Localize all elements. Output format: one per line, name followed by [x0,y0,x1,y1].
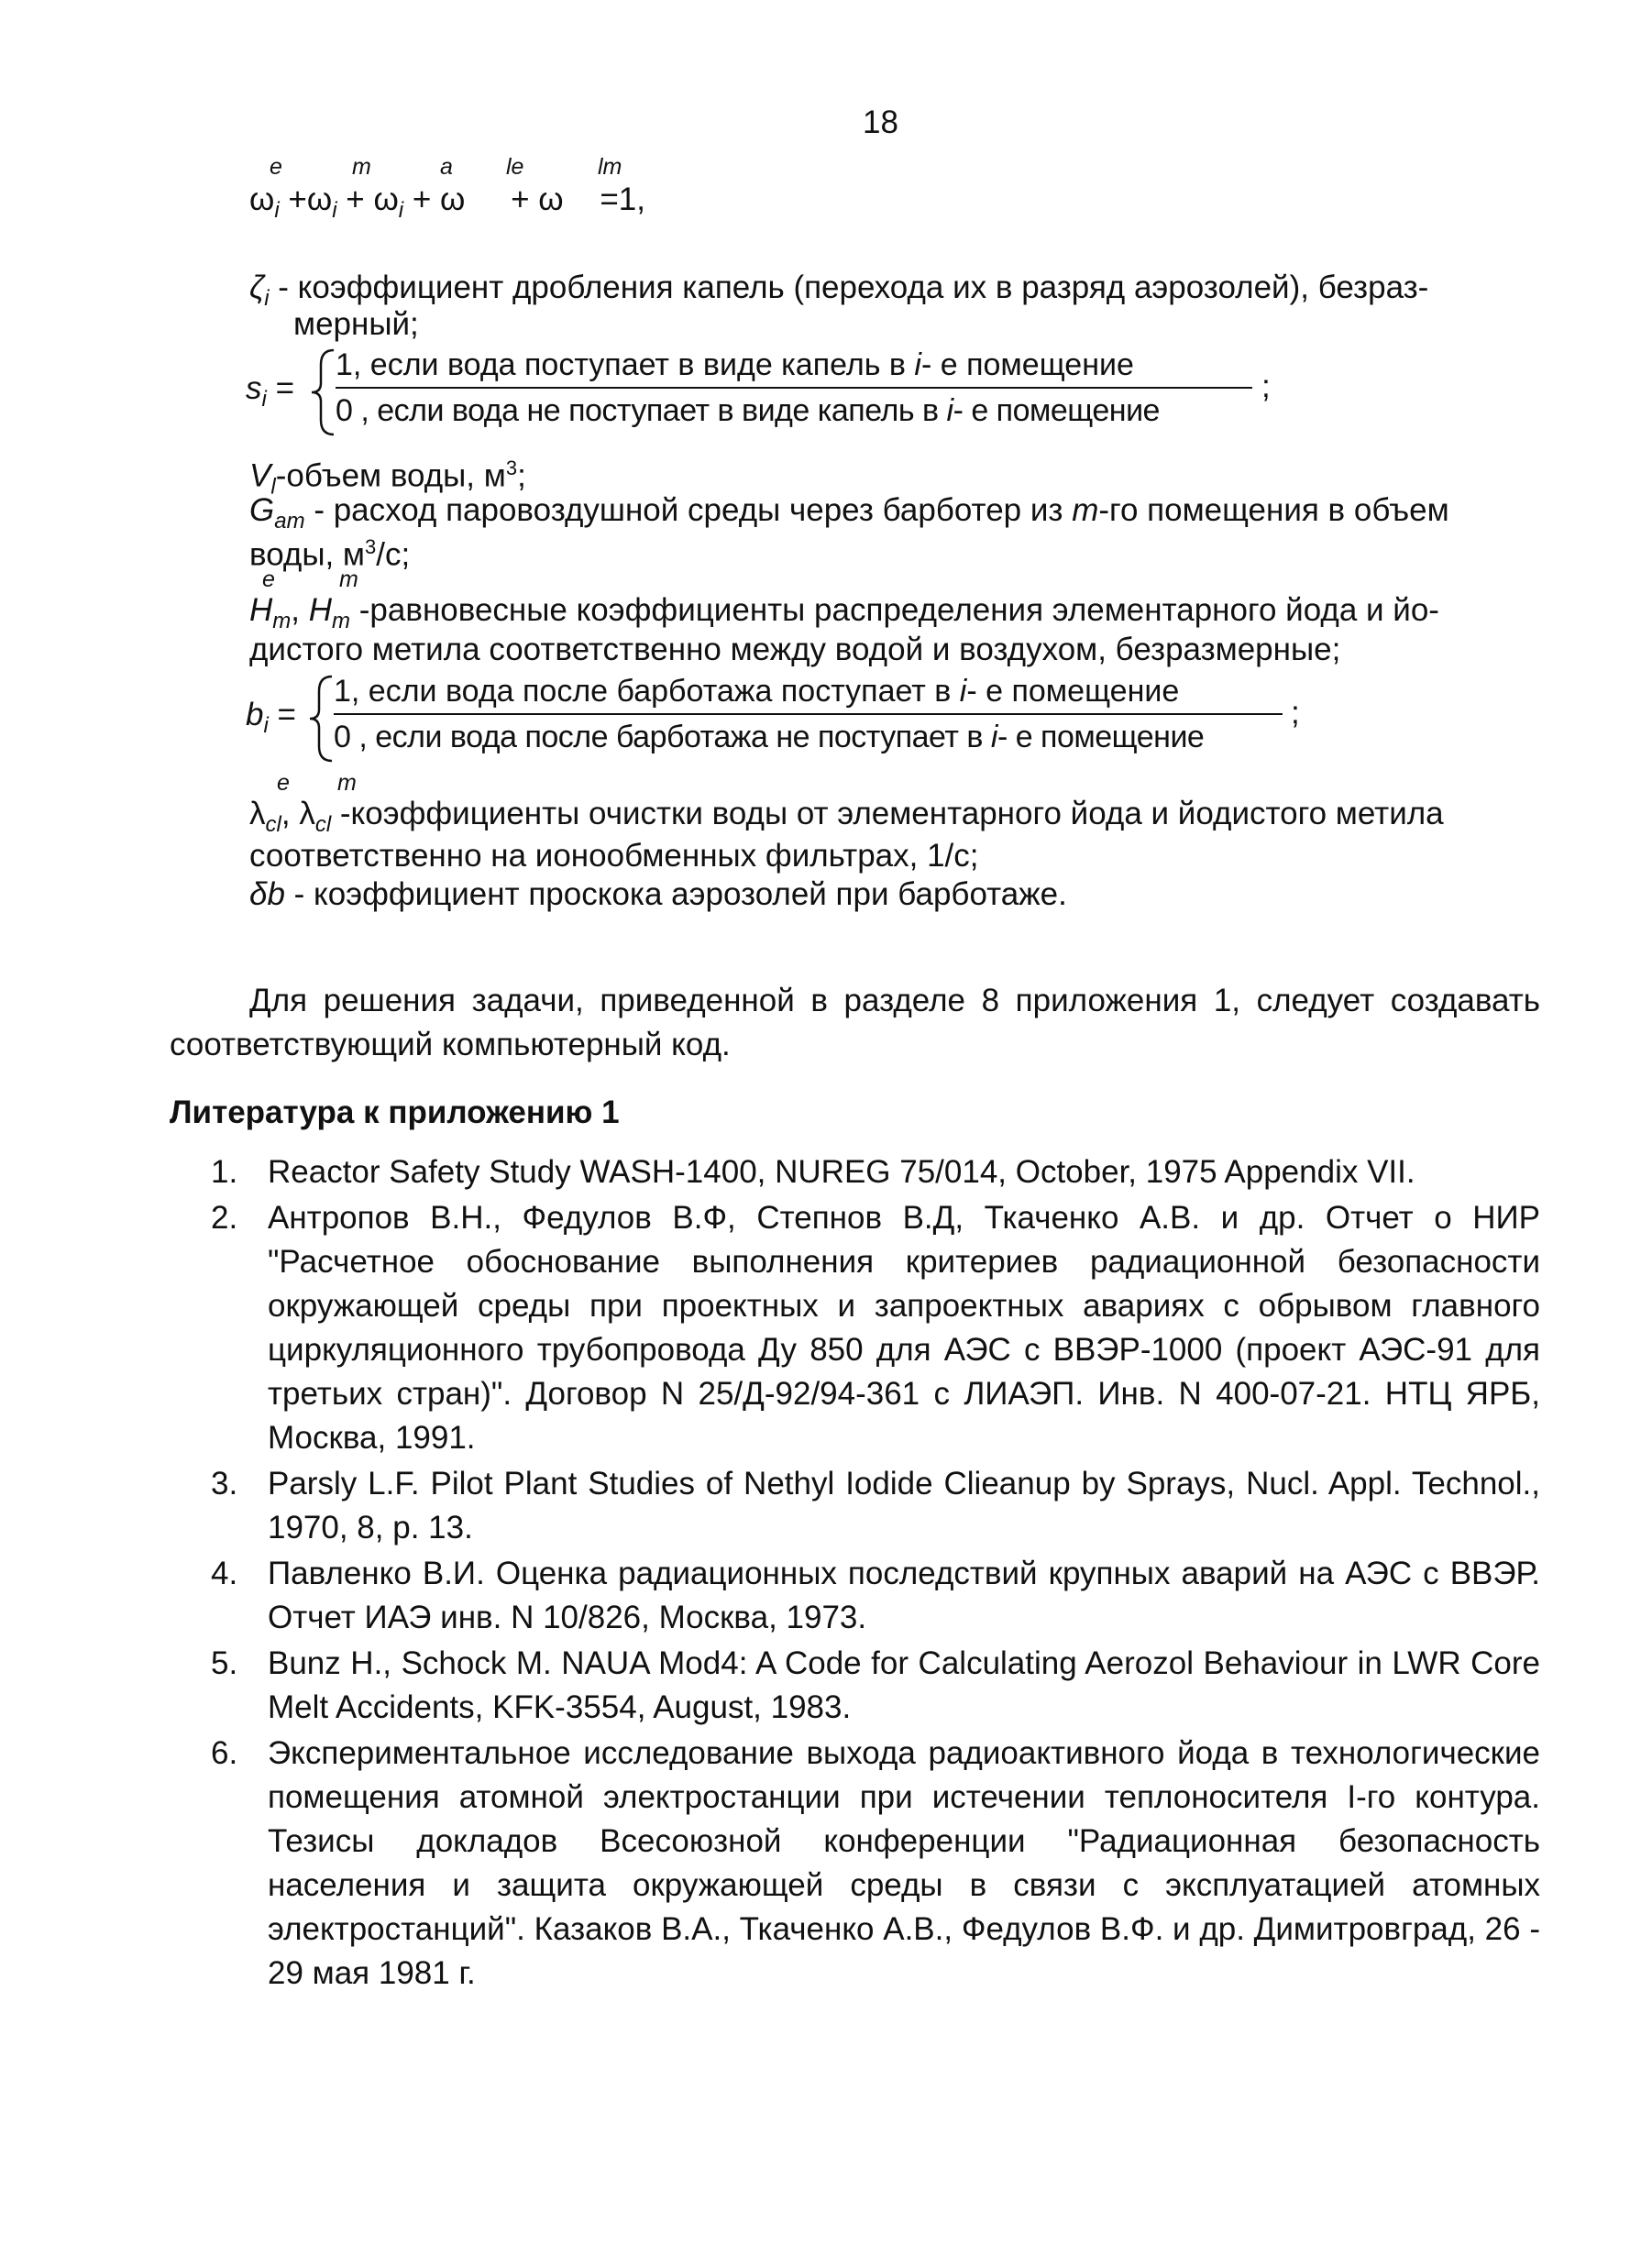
zeta-definition-cont: мерный; [293,306,419,342]
b-case-1: 1, если вода после барботажа поступает в i- е помещение [334,674,1180,709]
b-fraction-line [334,713,1283,715]
omega-sup-m: m [352,154,371,180]
body-paragraph: Для решения задачи, приведенной в разделе 8 приложения 1, следует создавать соответствующий компьютерный код. [170,983,1540,1062]
omega-sup-lm: lm [598,154,622,180]
b-lhs: $b_i$ = [246,697,296,738]
g-definition-cont: воды, $м^3/с$; [249,535,411,573]
references-heading: Литература к приложению 1 [170,1094,620,1130]
zeta-definition: $\zeta_i$ - коэффициент дробления капель (перехода их в разряд аэрозолей), безраз- [249,270,1429,311]
b-brace [308,675,336,763]
h-definition: e m $H_m$, $H_m$ -равновесные коэффициенты распределения элементарного йода и йо- [249,566,1439,633]
s-formula [246,341,1437,442]
omega-sup-e: e [270,154,282,180]
g-definition: $G_{am}$ - расход паровоздушной среды через барботер из m-го помещения в объем [249,492,1449,534]
lambda-definition: e m $\lambda_{cl}$, $\lambda_{cl}$ -коэффициенты очистки воды от элементарного йода и йодистого метила [249,770,1444,837]
b-case-0: 0 , если вода после барботажа не поступает в i- е помещение [334,720,1205,754]
omega-sup-le: le [506,154,524,180]
delta-definition: δb - коэффициент проскока аэрозолей при барботаже. [249,876,1067,912]
page-number: 18 [863,104,898,140]
reference-item: 2. Антропов В.Н., Федулов В.Ф, Степнов В.Д, Ткаченко А.В. и др. Отчет о НИР "Расчетное обоснование выполнения критериев радиационной безопасности окружающей среды при проектных и запроектных авариях с обрывом главного циркуляционного трубопровода Ду 850 для АЭС с ВВЭР-1000 (проект АЭС-91 для третьих стран)". Договор N 25/Д-92/94-361 с ЛИАЭП. Инв. N 400-07-21. НТЦ ЯРБ, Москва, 1991. [211,1200,1540,1456]
omega-line: $\omega_i +\omega_i + \omega_i + \omega + \omega =1$, [249,182,645,223]
reference-item: 1. Reactor Safety Study WASH-1400, NUREG 75/014, October, 1975 Appendix VII. [211,1154,1415,1190]
s-case-1: 1, если вода поступает в виде капель в i- е помещение [336,347,1134,382]
omega-sup-a: a [440,154,453,180]
s-brace [310,348,337,436]
b-formula [246,667,1437,768]
s-case-0: 0 , если вода не поступает в виде капель в i- е помещение [336,393,1160,428]
reference-item: 6. Экспериментальное исследование выхода радиоактивного йода в технологические помещения атомной электростанции при истечении теплоносителя I-го контура. Тезисы докладов Всесоюзной конференции "Радиационная безопасность населения и защита окружающей среды в связи с эксплуатацией атомных электростанций". Казаков В.А., Ткаченко А.В., Федулов В.Ф. и др. Димитровград, 26 - 29 мая 1981 г. [211,1735,1540,1991]
s-end: ; [1261,368,1271,404]
s-fraction-line [336,387,1252,389]
v-definition: $V_l$-объем воды, $м^3$; [249,456,526,500]
h-definition-cont: дистого метила соответственно между водой и воздухом, безразмерные; [249,632,1341,667]
reference-list [211,1150,1540,1997]
b-end: ; [1291,695,1300,731]
reference-item: 5. Bunz H., Schock M. NAUA Mod4: A Code for Calculating Aerozol Behaviour in LWR Core Melt Accidents, KFK-3554, August, 1983. [211,1645,1540,1725]
s-lhs: $s_i$ = [246,370,295,412]
omega-formula [249,156,726,229]
reference-item: 4. Павленко В.И. Оценка радиационных последствий крупных аварий на АЭС с ВВЭР. Отчет ИАЭ инв. N 10/826, Москва, 1973. [211,1556,1540,1635]
lambda-definition-cont: соответственно на ионообменных фильтрах, 1/с; [249,838,979,874]
reference-item: 3. Parsly L.F. Pilot Plant Studies of Nethyl Iodide Clieanup by Sprays, Nucl. Appl. Technol., 1970, 8, p. 13. [211,1466,1540,1546]
